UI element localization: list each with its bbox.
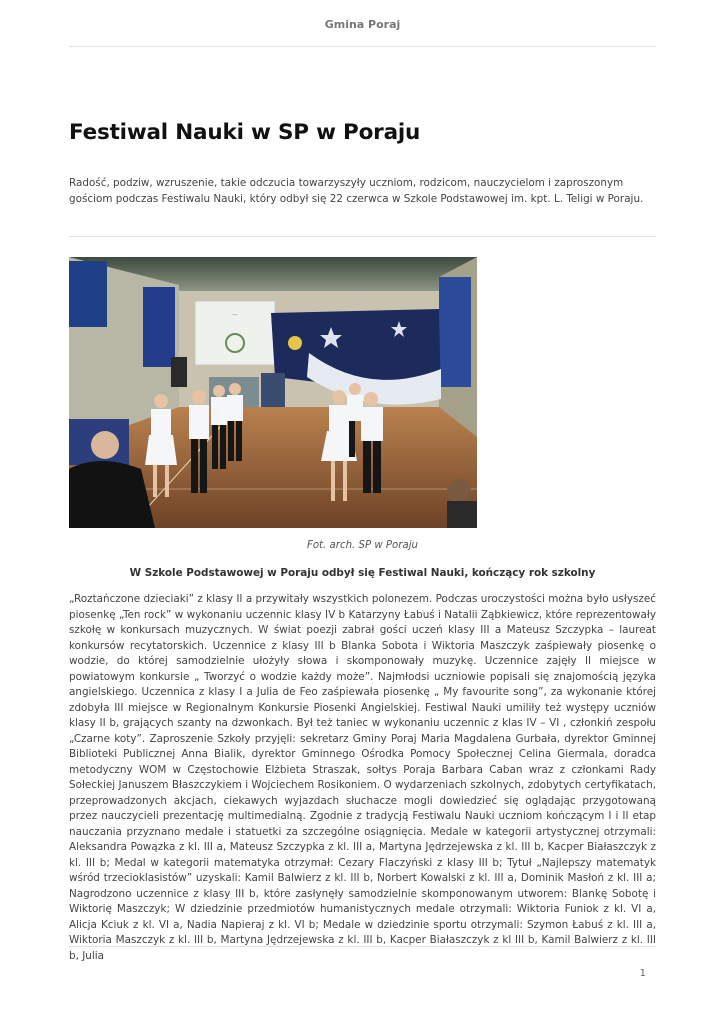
article-lead: Radość, podziw, wzruszenie, takie odczucia towarzyszyły uczniom, rodzicom, nauczycielom i zaproszonym gościom podczas Festiwalu Nauki, który odbył się 22 czerwca w Szkole Podstawowej im. kpt. L. Teligi w Poraju. xyxy=(69,177,644,205)
screen-text: ... xyxy=(232,310,238,317)
site-name: Gmina Poraj xyxy=(324,18,401,31)
header-divider xyxy=(69,46,656,47)
footer-divider xyxy=(69,946,656,947)
lead-divider xyxy=(69,236,656,237)
article-subheading: W Szkole Podstawowej w Poraju odbył się Festiwal Nauki, kończący rok szkolny xyxy=(129,567,596,579)
page-number: 1 xyxy=(639,968,646,979)
article-title: Festiwal Nauki w SP w Poraju xyxy=(69,120,421,145)
photo-caption: Fot. arch. SP w Poraju xyxy=(306,540,419,551)
article-photo xyxy=(69,257,477,528)
article-body: „Roztańczone dzieciaki” z klasy II a przywitały wszystkich polonezem. Podczas uroczystości można było usłyszeć piosenkę „Ten rock” w wykonaniu uczennic klasy IV b Katarzyny Łabuś i Natalii Ząbkiewicz, które reprezentowały szkołę w konkursach muzycznych. W świat poezji zabrał gości uczeń klasy III a Mateusz Szczypka – laureat konkursów recytatorskich. Uczennice z klasy III b Blanka Sobota i Wiktoria Maszczyk zaśpiewały piosenkę o wodzie, do której samodzielnie ułożyły słowa i skomponowały muzykę. Uczennice zajęły II miejsce w powiatowym konkursie „ Tworzyć o wodzie każdy może”. Najmłodsi uczniowie popisali się znajomością języka angielskiego. Uczennica z klasy I a Julia de Feo zaśpiewała piosenkę „ My favourite song”, za wykonanie której zdobyła III miejsce w Regionalnym Konkursie Piosenki Angielskiej. Festiwal Nauki umiliły też występy uczniów klasy II b, grających szanty na dzwonkach. Był też taniec w wykonaniu uczennic z klas IV – VI , członkiń zespołu „Czarne koty”. Zaproszenie Szkoły przyjęli: sekretarz Gminy Poraj Maria Magdalena Gurbała, dyrektor Gminnej Biblioteki Publicznej Anna Bialik, dyrektor Gminnego Ośrodka Pomocy Społecznej Celina Giermala, doradca metodyczny WOM w Częstochowie Elżbieta Straszak, sołtys Poraja Barbara Caban wraz z członkami Rady Sołeckiej Januszem Błaszczykiem i Wojciechem Rosikoniem. O wydarzeniach szkolnych, zdobytych certyfikatach, przeprowadzonych akcjach, ciekawych wyjazdach słuchacze mogli dowiedzieć się oglądając przygotowaną przez nauczycieli prezentację multimedialną. Zgodnie z tradycją Festiwalu Nauki uczniom kończącym I i II etap nauczania przyznano medale i statuetki za szczególne osiągnięcia. Medale w kategorii artystycznej otrzymali: Aleksandra Powązka z kl. III a, Mateusz Szczypka z kl. III a, Martyna Jędrzejewska z kl. III b, Kacper Białaszczyk z kl. III b; Medal w kategorii matematyka otrzymał: Cezary Flaczyński z klasy III b; Tytuł „Najlepszy matematyk wśród trzecioklasistów” uzyskali: Kamil Balwierz z kl. III b, Norbert Kowalski z kl. III a, Dominik Masłoń z kl. III a; Nagrodzono uczennice z klasy III b, które zasłynęły samodzielnie skomponowanym utworem: Blankę Sobotę i Wiktorię Maszczyk; W dziedzinie przedmiotów humanistycznych medale otrzymali: Wiktoria Funiok z kl. VI a, Alicja Kciuk z kl. VI a, Nadia Napieraj z kl. VI b; Medale w dziedzinie sportu otrzymali: Szymon Łabuś z kl. III a, Wiktoria Maszczyk z kl. III b, Martyna Jędrzejewska z kl. III b, Kacper Białaszczyk z kl III b, Kamil Balwierz z kl. III b, Julia xyxy=(69,593,656,962)
